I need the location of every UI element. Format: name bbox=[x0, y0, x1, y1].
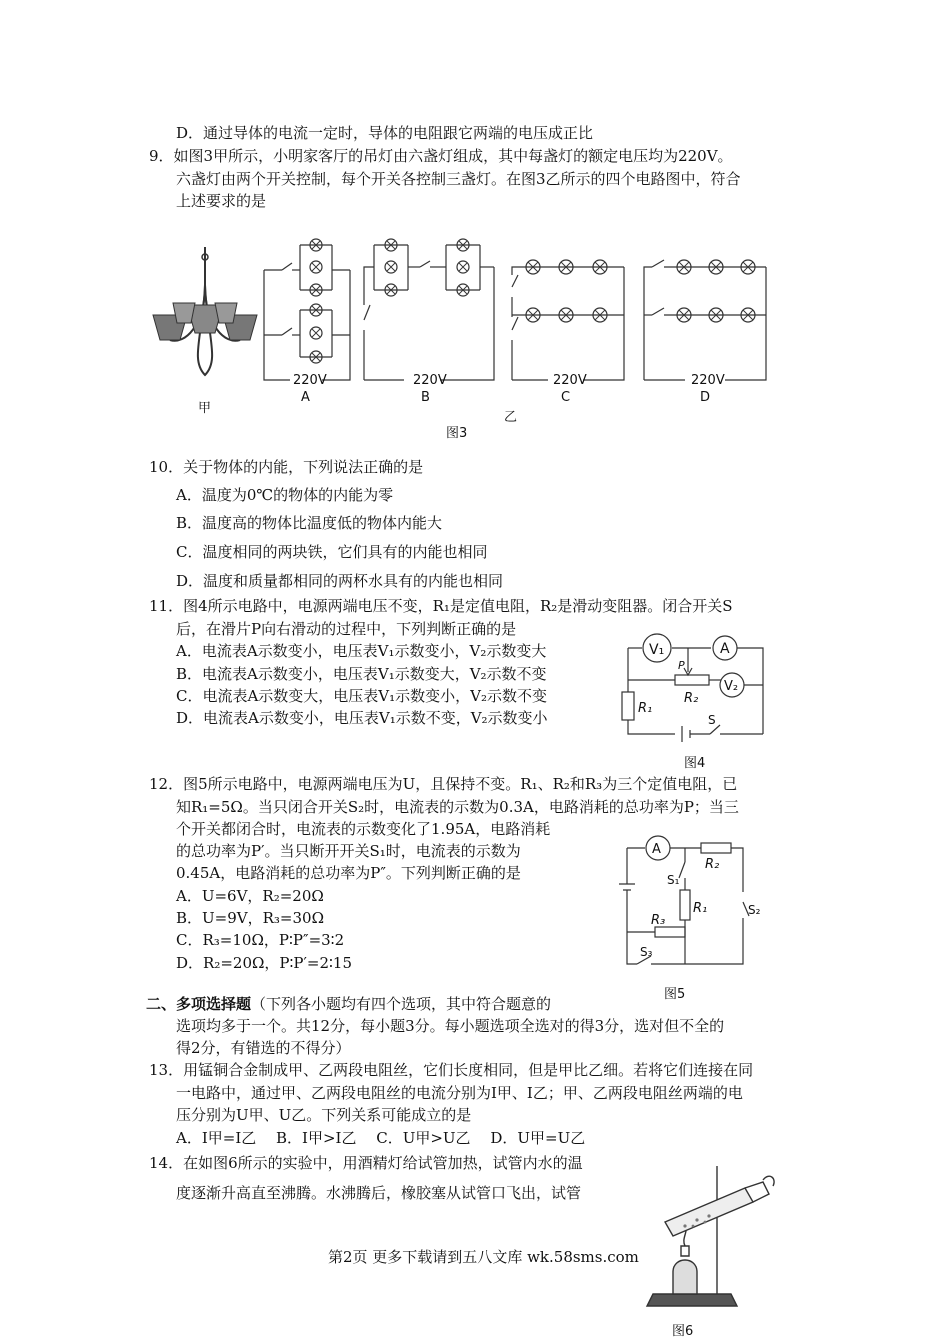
q14-stem-line2: 度逐渐升高直至沸腾。水沸腾后，橡胶塞从试管口飞出，试管 bbox=[176, 1184, 582, 1202]
figure5-s2-label: S₂ bbox=[748, 903, 761, 917]
q12-option-d: D．R₂=20Ω，P∶P′=2∶15 bbox=[176, 954, 353, 972]
circuit-b-voltage: 220V bbox=[413, 373, 447, 388]
circuit-c-letter: C bbox=[561, 390, 571, 405]
figure3-caption: 图3 bbox=[446, 426, 468, 441]
q13-stem-line2: 一电路中，通过甲、乙两段电阻丝的电流分别为I甲、I乙；甲、乙两段电阻丝两端的电 bbox=[176, 1084, 743, 1102]
figure5-s1-label: S₁ bbox=[667, 873, 680, 887]
circuit-a-letter: A bbox=[301, 390, 310, 405]
figure4-a-label: A bbox=[720, 641, 730, 657]
section2-instructions-line3: 得2分，有错选的不得分） bbox=[176, 1039, 351, 1057]
q11-option-b: B．电流表A示数变小，电压表V₁示数变大，V₂示数不变 bbox=[176, 665, 547, 683]
circuit-d-letter: D bbox=[700, 390, 711, 405]
circuit-c bbox=[508, 255, 628, 385]
q11-option-c: C．电流表A示数变大，电压表V₁示数变小，V₂示数不变 bbox=[176, 687, 548, 705]
circuit-b bbox=[362, 235, 497, 385]
q9-stem-line2: 六盏灯由两个开关控制，每个开关各控制三盏灯。在图3乙所示的四个电路图中，符合 bbox=[176, 170, 741, 188]
page-footer: 第2页 更多下载请到五八文库 wk.58sms.com bbox=[328, 1248, 639, 1266]
q11-option-a: A．电流表A示数变小，电压表V₁示数变小，V₂示数变大 bbox=[176, 642, 547, 660]
figure5-caption: 图5 bbox=[664, 987, 686, 1002]
q8-option-d: D．通过导体的电流一定时，导体的电阻跟它两端的电压成正比 bbox=[176, 124, 594, 142]
q10-option-d: D．温度和质量都相同的两杯水具有的内能也相同 bbox=[176, 572, 504, 590]
figure6-apparatus bbox=[645, 1160, 785, 1310]
circuit-d bbox=[640, 255, 770, 385]
q12-stem-line3: 个开关都闭合时，电流表的示数变化了1.95A，电路消耗 bbox=[176, 820, 551, 838]
q11-stem-line1: 11．图4所示电路中，电源两端电压不变，R₁是定值电阻，R₂是滑动变阻器。闭合开关S bbox=[149, 597, 733, 615]
section2-heading-line bbox=[146, 993, 551, 1015]
figure4-v1-label: V₁ bbox=[649, 642, 665, 658]
q10-option-a: A．温度为0℃的物体的内能为零 bbox=[176, 486, 394, 504]
figure4-r1-label: R₁ bbox=[638, 701, 653, 716]
q12-option-a: A．U=6V，R₂=20Ω bbox=[176, 887, 324, 905]
section2-instructions-line2: 选项均多于一个。共12分，每小题3分。每小题选项全选对的得3分，选对但不全的 bbox=[176, 1017, 725, 1035]
figure5-r3-label: R₃ bbox=[651, 913, 666, 928]
figure4-caption: 图4 bbox=[684, 756, 706, 771]
circuit-c-voltage: 220V bbox=[553, 373, 587, 388]
circuit-a bbox=[262, 235, 352, 385]
q12-stem-line4: 的总功率为P′。当只断开开关S₁时，电流表的示数为 bbox=[176, 842, 521, 860]
q13-options: A．I甲=I乙 B．I甲>I乙 C．U甲>U乙 D．U甲=U乙 bbox=[176, 1129, 586, 1147]
q14-stem-line1: 14．在如图6所示的实验中，用酒精灯给试管加热，试管内水的温 bbox=[149, 1154, 583, 1172]
figure4-p-label: P bbox=[678, 659, 685, 672]
q12-stem-line1: 12．图5所示电路中，电源两端电压为U，且保持不变。R₁、R₂和R₃为三个定值电阻，已 bbox=[149, 775, 738, 793]
section2-heading: 二、多项选择题 bbox=[146, 995, 252, 1013]
figure6-caption: 图6 bbox=[672, 1324, 694, 1339]
q13-stem-line3: 压分别为U甲、U乙。下列关系可能成立的是 bbox=[176, 1106, 472, 1124]
q12-stem-line5: 0.45A，电路消耗的总功率为P″。下列判断正确的是 bbox=[176, 864, 521, 882]
figure3-label-yi: 乙 bbox=[504, 410, 518, 425]
q10-stem: 10．关于物体的内能，下列说法正确的是 bbox=[149, 458, 424, 476]
figure3-label-jia: 甲 bbox=[198, 401, 212, 416]
q10-option-c: C．温度相同的两块铁，它们具有的内能也相同 bbox=[176, 543, 488, 561]
q11-stem-line2: 后，在滑片P向右滑动的过程中，下列判断正确的是 bbox=[176, 620, 517, 638]
q9-stem-line1: 9．如图3甲所示，小明家客厅的吊灯由六盏灯组成，其中每盏灯的额定电压均为220V。 bbox=[149, 147, 733, 165]
figure4-r2-label: R₂ bbox=[684, 691, 699, 706]
section2-instructions-line1: （下列各小题均有四个选项，其中符合题意的 bbox=[251, 995, 552, 1013]
figure5-a-label: A bbox=[652, 842, 661, 857]
q10-option-b: B．温度高的物体比温度低的物体内能大 bbox=[176, 514, 443, 532]
figure4-v2-label: V₂ bbox=[724, 679, 739, 694]
chandelier-figure bbox=[145, 245, 265, 385]
q12-stem-line2: 知R₁=5Ω。当只闭合开关S₂时，电流表的示数为0.3A，电路消耗的总功率为P；当三 bbox=[176, 798, 739, 816]
figure5-r1-label: R₁ bbox=[693, 901, 708, 916]
q12-option-b: B．U=9V，R₃=30Ω bbox=[176, 909, 325, 927]
figure4-s-label: S bbox=[708, 713, 716, 727]
circuit-a-voltage: 220V bbox=[293, 373, 327, 388]
q9-stem-line3: 上述要求的是 bbox=[176, 192, 267, 210]
figure5-r2-label: R₂ bbox=[705, 857, 720, 872]
circuit-b-letter: B bbox=[421, 390, 430, 405]
q11-option-d: D．电流表A示数变小，电压表V₁示数不变，V₂示数变小 bbox=[176, 709, 548, 727]
figure5-s3-label: S₃ bbox=[640, 945, 653, 959]
circuit-d-voltage: 220V bbox=[691, 373, 725, 388]
q13-stem-line1: 13．用锰铜合金制成甲、乙两段电阻丝，它们长度相同，但是甲比乙细。若将它们连接在同 bbox=[149, 1061, 754, 1079]
figure5-circuit bbox=[615, 832, 775, 972]
q12-option-c: C．R₃=10Ω，P∶P″=3∶2 bbox=[176, 931, 345, 949]
figure4-circuit bbox=[620, 630, 770, 750]
